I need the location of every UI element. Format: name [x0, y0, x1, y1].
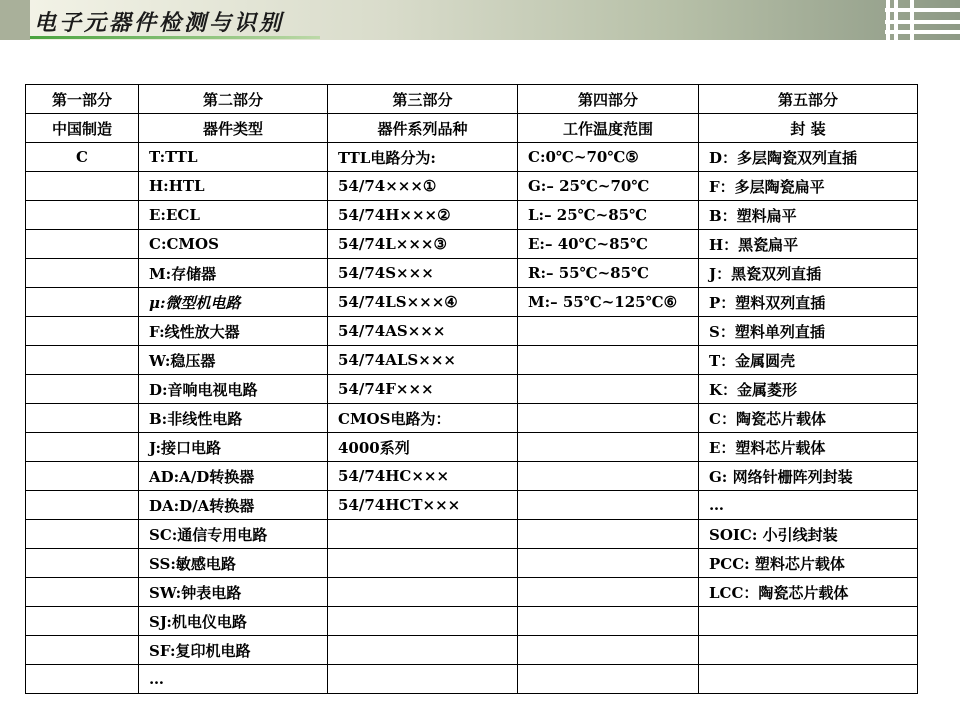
table-cell [328, 520, 518, 549]
table-cell: CMOS电路为： [328, 404, 518, 433]
table-cell [26, 404, 139, 433]
column-subheader: 中国制造 [26, 114, 139, 143]
table-cell [328, 665, 518, 694]
table-cell [26, 172, 139, 201]
table-cell: SOIC: 小引线封装 [699, 520, 918, 549]
table-cell [518, 665, 699, 694]
table-row [26, 549, 918, 578]
table-cell: μ:微型机电路 [139, 288, 328, 317]
table-cell: M:存储器 [139, 259, 328, 288]
table-cell: T：金属圆壳 [699, 346, 918, 375]
table-cell: 54/74AS××× [328, 317, 518, 346]
column-subheader: 封 装 [699, 114, 918, 143]
table-cell [26, 317, 139, 346]
table-cell: PCC: 塑料芯片载体 [699, 549, 918, 578]
table-cell [699, 607, 918, 636]
table-cell: 54/74LS×××④ [328, 288, 518, 317]
table-body [26, 85, 918, 694]
column-header: 第二部分 [139, 85, 328, 114]
ic-naming-table [25, 84, 918, 694]
table-cell [26, 549, 139, 578]
table-row [26, 201, 918, 230]
table-cell [26, 462, 139, 491]
table-cell: R:– 55℃~85℃ [518, 259, 699, 288]
table-cell: SW:钟表电路 [139, 578, 328, 607]
table-cell: G:– 25℃~70℃ [518, 172, 699, 201]
table-cell [26, 491, 139, 520]
table-cell [26, 636, 139, 665]
table-cell: 54/74ALS××× [328, 346, 518, 375]
table-cell: 54/74×××① [328, 172, 518, 201]
table-cell [328, 578, 518, 607]
table-cell [26, 375, 139, 404]
table-cell: T:TTL [139, 143, 328, 172]
table-row [26, 404, 918, 433]
table-row [26, 230, 918, 259]
table-cell [26, 346, 139, 375]
header-deco-bar [885, 8, 960, 12]
header-deco-bar [885, 30, 960, 34]
table-cell: E:– 40℃~85℃ [518, 230, 699, 259]
table-cell: E:ECL [139, 201, 328, 230]
table-cell: LCC：陶瓷芯片载体 [699, 578, 918, 607]
table-cell: … [139, 665, 328, 694]
column-subheader: 器件类型 [139, 114, 328, 143]
table-row [26, 636, 918, 665]
table-cell: F：多层陶瓷扁平 [699, 172, 918, 201]
table-cell [518, 317, 699, 346]
table-cell: SS:敏感电路 [139, 549, 328, 578]
column-header: 第一部分 [26, 85, 139, 114]
table-cell: C：陶瓷芯片载体 [699, 404, 918, 433]
table-cell: B：塑料扁平 [699, 201, 918, 230]
table-cell [26, 288, 139, 317]
table-cell: J：黑瓷双列直插 [699, 259, 918, 288]
table-cell [328, 607, 518, 636]
table-cell: 54/74L×××③ [328, 230, 518, 259]
table-cell [26, 665, 139, 694]
table-cell [328, 636, 518, 665]
title-underline [30, 36, 320, 39]
table-row [26, 143, 918, 172]
table-cell: SC:通信专用电路 [139, 520, 328, 549]
table-cell: DA:D/A转换器 [139, 491, 328, 520]
table-cell: 4000系列 [328, 433, 518, 462]
header-row [26, 85, 918, 114]
column-subheader: 工作温度范围 [518, 114, 699, 143]
table-row [26, 172, 918, 201]
table-cell [26, 201, 139, 230]
table-cell [26, 520, 139, 549]
table-cell: C [26, 143, 139, 172]
table-cell: W:稳压器 [139, 346, 328, 375]
table-cell: D：多层陶瓷双列直插 [699, 143, 918, 172]
table-cell [26, 433, 139, 462]
table-cell: P：塑料双列直插 [699, 288, 918, 317]
column-header: 第四部分 [518, 85, 699, 114]
table-cell: J:接口电路 [139, 433, 328, 462]
table-cell: C:CMOS [139, 230, 328, 259]
table-row [26, 288, 918, 317]
table-cell: E：塑料芯片载体 [699, 433, 918, 462]
column-header: 第五部分 [699, 85, 918, 114]
table-cell [26, 259, 139, 288]
table-cell [518, 549, 699, 578]
table-cell: S：塑料单列直插 [699, 317, 918, 346]
table-cell: SJ:机电仪电路 [139, 607, 328, 636]
table-cell [518, 433, 699, 462]
table-row [26, 375, 918, 404]
table-cell: 54/74S××× [328, 259, 518, 288]
table-cell: D:音响电视电路 [139, 375, 328, 404]
table-cell [518, 346, 699, 375]
table-row [26, 491, 918, 520]
table-cell: G: 网络针栅阵列封装 [699, 462, 918, 491]
header-deco-bar [885, 20, 960, 24]
table-cell [328, 549, 518, 578]
table-row [26, 578, 918, 607]
table-row [26, 346, 918, 375]
table-cell: H:HTL [139, 172, 328, 201]
table-cell [699, 636, 918, 665]
table-cell: 54/74H×××② [328, 201, 518, 230]
table-row [26, 520, 918, 549]
page-title: 电子元器件检测与识别 [34, 10, 285, 36]
column-header: 第三部分 [328, 85, 518, 114]
table-cell [518, 520, 699, 549]
header-banner [0, 0, 960, 40]
table-cell [518, 462, 699, 491]
table-cell [518, 404, 699, 433]
table-row [26, 607, 918, 636]
table-cell [518, 491, 699, 520]
table-cell: K：金属菱形 [699, 375, 918, 404]
table-cell: … [699, 491, 918, 520]
table-row [26, 665, 918, 694]
table-row [26, 259, 918, 288]
header-left-bar [0, 0, 30, 40]
table-cell: AD:A/D转换器 [139, 462, 328, 491]
table-cell: 54/74F××× [328, 375, 518, 404]
table-cell: B:非线性电路 [139, 404, 328, 433]
table-cell: 54/74HC××× [328, 462, 518, 491]
table-cell [518, 636, 699, 665]
table-cell [699, 665, 918, 694]
table-cell: H：黑瓷扁平 [699, 230, 918, 259]
table-row [26, 317, 918, 346]
table-row [26, 462, 918, 491]
table-cell: C:0℃~70℃⑤ [518, 143, 699, 172]
table-cell: M:– 55℃~125℃⑥ [518, 288, 699, 317]
table-cell: F:线性放大器 [139, 317, 328, 346]
header-row [26, 114, 918, 143]
table-cell: SF:复印机电路 [139, 636, 328, 665]
table-cell: L:– 25℃~85℃ [518, 201, 699, 230]
table-cell [26, 578, 139, 607]
table-cell: TTL电路分为: [328, 143, 518, 172]
table-cell [518, 607, 699, 636]
table-cell: 54/74HCT××× [328, 491, 518, 520]
table-cell [518, 375, 699, 404]
table-cell [518, 578, 699, 607]
table-cell [26, 607, 139, 636]
column-subheader: 器件系列品种 [328, 114, 518, 143]
table-row [26, 433, 918, 462]
table-cell [26, 230, 139, 259]
